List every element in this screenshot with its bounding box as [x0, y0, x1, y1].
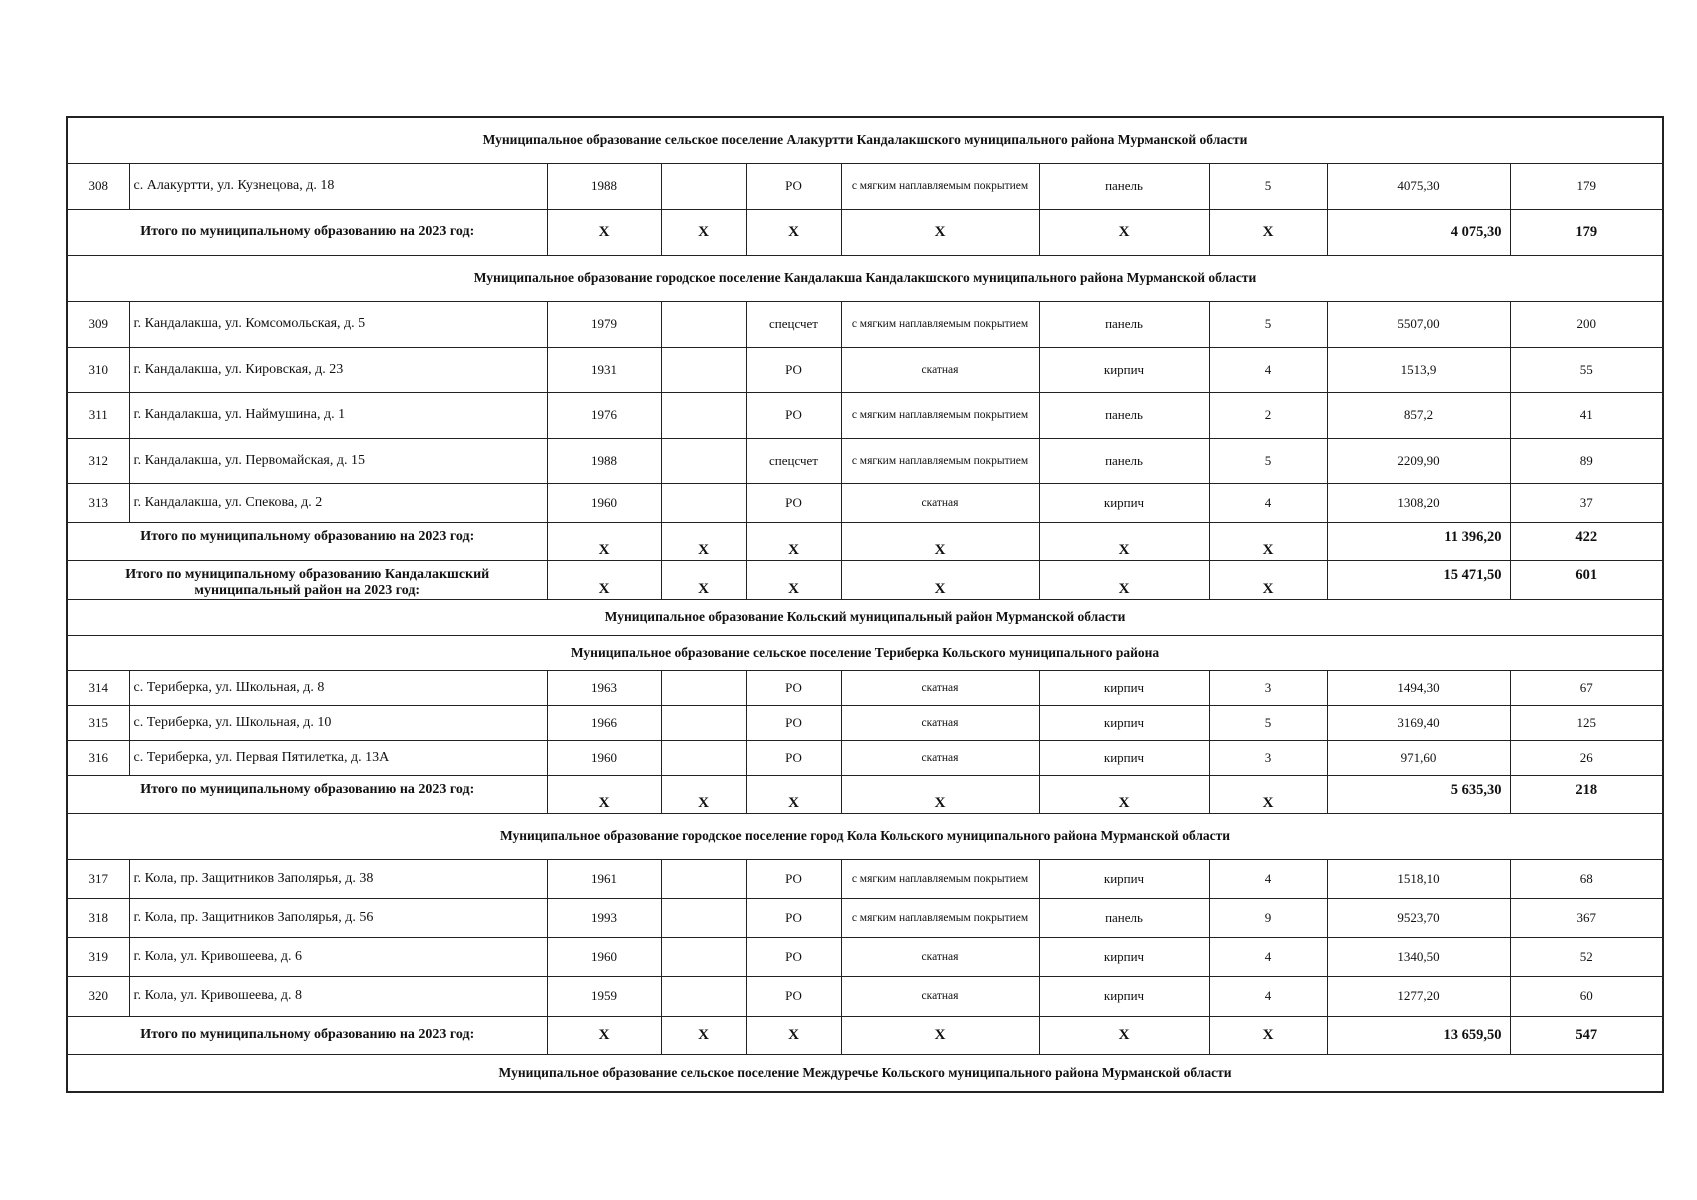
x-mark-cell: X — [1209, 209, 1327, 255]
empty-cell — [661, 163, 746, 209]
x-mark-cell: X — [1209, 775, 1327, 813]
total-label: Итого по муниципальному образованию на 2023 год: — [67, 775, 547, 813]
roof-type-cell: с мягким наплавляемым покрытием — [841, 438, 1039, 483]
account-type-cell: спецсчет — [746, 301, 841, 347]
section-title: Муниципальное образование сельское поселение Териберка Кольского муниципального района — [67, 635, 1663, 670]
row-number-cell: 316 — [67, 740, 129, 775]
year-cell: 1966 — [547, 705, 661, 740]
x-mark-cell: X — [661, 209, 746, 255]
row-number-cell: 308 — [67, 163, 129, 209]
table-row — [67, 937, 1663, 976]
x-mark-cell: X — [547, 1016, 661, 1054]
total-residents-cell: 601 — [1510, 560, 1663, 599]
residents-cell: 125 — [1510, 705, 1663, 740]
x-mark-cell: X — [547, 560, 661, 599]
address-cell: г. Кола, пр. Защитников Заполярья, д. 56 — [129, 898, 547, 937]
residents-cell: 41 — [1510, 392, 1663, 438]
table-row — [67, 347, 1663, 392]
row-number-cell: 315 — [67, 705, 129, 740]
x-mark-cell: X — [1039, 522, 1209, 560]
x-mark-cell: X — [1039, 560, 1209, 599]
year-cell: 1963 — [547, 670, 661, 705]
wall-material-cell: панель — [1039, 898, 1209, 937]
table-row — [67, 392, 1663, 438]
x-mark-cell: X — [547, 522, 661, 560]
account-type-cell: РО — [746, 392, 841, 438]
floors-cell: 4 — [1209, 976, 1327, 1016]
year-cell: 1961 — [547, 859, 661, 898]
account-type-cell: РО — [746, 347, 841, 392]
floors-cell: 5 — [1209, 438, 1327, 483]
year-cell: 1988 — [547, 163, 661, 209]
x-mark-cell: X — [746, 209, 841, 255]
x-mark-cell: X — [661, 1016, 746, 1054]
row-number-cell: 317 — [67, 859, 129, 898]
table-row — [67, 438, 1663, 483]
x-mark-cell: X — [1209, 1016, 1327, 1054]
empty-cell — [661, 670, 746, 705]
roof-type-cell: с мягким наплавляемым покрытием — [841, 163, 1039, 209]
total-residents-cell: 422 — [1510, 522, 1663, 560]
roof-type-cell: скатная — [841, 705, 1039, 740]
year-cell: 1959 — [547, 976, 661, 1016]
table-row — [67, 301, 1663, 347]
floors-cell: 4 — [1209, 937, 1327, 976]
year-cell: 1979 — [547, 301, 661, 347]
wall-material-cell: кирпич — [1039, 347, 1209, 392]
empty-cell — [661, 740, 746, 775]
x-mark-cell: X — [1209, 522, 1327, 560]
total-area-cell: 5 635,30 — [1327, 775, 1510, 813]
table-row — [67, 705, 1663, 740]
floors-cell: 2 — [1209, 392, 1327, 438]
floors-cell: 3 — [1209, 740, 1327, 775]
address-cell: г. Кола, пр. Защитников Заполярья, д. 38 — [129, 859, 547, 898]
empty-cell — [661, 392, 746, 438]
section-header-row — [67, 635, 1663, 670]
table-row — [67, 859, 1663, 898]
x-mark-cell: X — [841, 775, 1039, 813]
wall-material-cell: кирпич — [1039, 483, 1209, 522]
row-number-cell: 318 — [67, 898, 129, 937]
total-residents-cell: 547 — [1510, 1016, 1663, 1054]
wall-material-cell: панель — [1039, 392, 1209, 438]
address-cell: г. Кандалакша, ул. Наймушина, д. 1 — [129, 392, 547, 438]
account-type-cell: спецсчет — [746, 438, 841, 483]
year-cell: 1976 — [547, 392, 661, 438]
account-type-cell: РО — [746, 740, 841, 775]
address-cell: г. Кола, ул. Кривошеева, д. 6 — [129, 937, 547, 976]
account-type-cell: РО — [746, 937, 841, 976]
section-header-row — [67, 1054, 1663, 1092]
year-cell: 1988 — [547, 438, 661, 483]
total-label: Итого по муниципальному образованию на 2023 год: — [67, 522, 547, 560]
roof-type-cell: скатная — [841, 740, 1039, 775]
address-cell: с. Териберка, ул. Школьная, д. 10 — [129, 705, 547, 740]
total-row — [67, 775, 1663, 813]
wall-material-cell: кирпич — [1039, 670, 1209, 705]
section-title: Муниципальное образование сельское поселение Междуречье Кольского муниципального района Мурманской области — [67, 1054, 1663, 1092]
roof-type-cell: скатная — [841, 483, 1039, 522]
account-type-cell: РО — [746, 670, 841, 705]
total-area-cell: 4 075,30 — [1327, 209, 1510, 255]
row-number-cell: 320 — [67, 976, 129, 1016]
housing-program-table — [66, 116, 1664, 1093]
x-mark-cell: X — [1039, 1016, 1209, 1054]
table-row — [67, 898, 1663, 937]
table-row — [67, 670, 1663, 705]
x-mark-cell: X — [841, 560, 1039, 599]
x-mark-cell: X — [1039, 209, 1209, 255]
address-cell: с. Алакуртти, ул. Кузнецова, д. 18 — [129, 163, 547, 209]
year-cell: 1960 — [547, 740, 661, 775]
roof-type-cell: с мягким наплавляемым покрытием — [841, 859, 1039, 898]
total-label: Итого по муниципальному образованию на 2023 год: — [67, 1016, 547, 1054]
floors-cell: 3 — [1209, 670, 1327, 705]
account-type-cell: РО — [746, 976, 841, 1016]
roof-type-cell: с мягким наплавляемым покрытием — [841, 898, 1039, 937]
area-cell: 1308,20 — [1327, 483, 1510, 522]
total-residents-cell: 179 — [1510, 209, 1663, 255]
x-mark-cell: X — [661, 522, 746, 560]
residents-cell: 68 — [1510, 859, 1663, 898]
x-mark-cell: X — [746, 1016, 841, 1054]
section-header-row — [67, 599, 1663, 635]
housing-program-table-page — [66, 116, 1662, 1093]
floors-cell: 5 — [1209, 301, 1327, 347]
address-cell: г. Кандалакша, ул. Кировская, д. 23 — [129, 347, 547, 392]
area-cell: 1277,20 — [1327, 976, 1510, 1016]
roof-type-cell: скатная — [841, 976, 1039, 1016]
total-row — [67, 1016, 1663, 1054]
x-mark-cell: X — [661, 775, 746, 813]
total-label: Итого по муниципальному образованию на 2023 год: — [67, 209, 547, 255]
wall-material-cell: кирпич — [1039, 937, 1209, 976]
roof-type-cell: с мягким наплавляемым покрытием — [841, 392, 1039, 438]
empty-cell — [661, 301, 746, 347]
x-mark-cell: X — [661, 560, 746, 599]
wall-material-cell: панель — [1039, 163, 1209, 209]
area-cell: 1340,50 — [1327, 937, 1510, 976]
row-number-cell: 309 — [67, 301, 129, 347]
residents-cell: 200 — [1510, 301, 1663, 347]
area-cell: 971,60 — [1327, 740, 1510, 775]
empty-cell — [661, 976, 746, 1016]
area-cell: 5507,00 — [1327, 301, 1510, 347]
row-number-cell: 319 — [67, 937, 129, 976]
area-cell: 1494,30 — [1327, 670, 1510, 705]
row-number-cell: 313 — [67, 483, 129, 522]
residents-cell: 37 — [1510, 483, 1663, 522]
wall-material-cell: кирпич — [1039, 740, 1209, 775]
wall-material-cell: кирпич — [1039, 705, 1209, 740]
x-mark-cell: X — [1039, 775, 1209, 813]
wall-material-cell: панель — [1039, 438, 1209, 483]
table-row — [67, 976, 1663, 1016]
year-cell: 1993 — [547, 898, 661, 937]
empty-cell — [661, 937, 746, 976]
floors-cell: 4 — [1209, 483, 1327, 522]
total-area-cell: 15 471,50 — [1327, 560, 1510, 599]
residents-cell: 52 — [1510, 937, 1663, 976]
x-mark-cell: X — [746, 560, 841, 599]
year-cell: 1960 — [547, 937, 661, 976]
x-mark-cell: X — [746, 522, 841, 560]
residents-cell: 60 — [1510, 976, 1663, 1016]
area-cell: 4075,30 — [1327, 163, 1510, 209]
residents-cell: 26 — [1510, 740, 1663, 775]
roof-type-cell: скатная — [841, 670, 1039, 705]
table-body — [67, 117, 1663, 1092]
section-header-row — [67, 255, 1663, 301]
address-cell: г. Кола, ул. Кривошеева, д. 8 — [129, 976, 547, 1016]
area-cell: 2209,90 — [1327, 438, 1510, 483]
row-number-cell: 311 — [67, 392, 129, 438]
residents-cell: 367 — [1510, 898, 1663, 937]
residents-cell: 55 — [1510, 347, 1663, 392]
roof-type-cell: скатная — [841, 937, 1039, 976]
section-title: Муниципальное образование Кольский муниципальный район Мурманской области — [67, 599, 1663, 635]
x-mark-cell: X — [1209, 560, 1327, 599]
floors-cell: 4 — [1209, 859, 1327, 898]
account-type-cell: РО — [746, 898, 841, 937]
x-mark-cell: X — [841, 209, 1039, 255]
section-title: Муниципальное образование сельское поселение Алакуртти Кандалакшского муниципального района Мурманской области — [67, 117, 1663, 163]
empty-cell — [661, 859, 746, 898]
row-number-cell: 312 — [67, 438, 129, 483]
year-cell: 1960 — [547, 483, 661, 522]
area-cell: 857,2 — [1327, 392, 1510, 438]
empty-cell — [661, 483, 746, 522]
empty-cell — [661, 705, 746, 740]
year-cell: 1931 — [547, 347, 661, 392]
total-row — [67, 560, 1663, 599]
address-cell: г. Кандалакша, ул. Первомайская, д. 15 — [129, 438, 547, 483]
wall-material-cell: панель — [1039, 301, 1209, 347]
total-row — [67, 209, 1663, 255]
x-mark-cell: X — [746, 775, 841, 813]
row-number-cell: 314 — [67, 670, 129, 705]
table-row — [67, 163, 1663, 209]
residents-cell: 179 — [1510, 163, 1663, 209]
address-cell: с. Териберка, ул. Школьная, д. 8 — [129, 670, 547, 705]
section-header-row — [67, 117, 1663, 163]
empty-cell — [661, 347, 746, 392]
empty-cell — [661, 898, 746, 937]
section-title: Муниципальное образование городское поселение город Кола Кольского муниципального района Мурманской области — [67, 813, 1663, 859]
x-mark-cell: X — [841, 1016, 1039, 1054]
wall-material-cell: кирпич — [1039, 859, 1209, 898]
x-mark-cell: X — [547, 775, 661, 813]
empty-cell — [661, 438, 746, 483]
address-cell: г. Кандалакша, ул. Спекова, д. 2 — [129, 483, 547, 522]
floors-cell: 4 — [1209, 347, 1327, 392]
roof-type-cell: с мягким наплавляемым покрытием — [841, 301, 1039, 347]
table-row — [67, 483, 1663, 522]
area-cell: 3169,40 — [1327, 705, 1510, 740]
residents-cell: 89 — [1510, 438, 1663, 483]
table-row — [67, 740, 1663, 775]
account-type-cell: РО — [746, 859, 841, 898]
roof-type-cell: скатная — [841, 347, 1039, 392]
section-header-row — [67, 813, 1663, 859]
account-type-cell: РО — [746, 705, 841, 740]
total-area-cell: 11 396,20 — [1327, 522, 1510, 560]
total-residents-cell: 218 — [1510, 775, 1663, 813]
total-row — [67, 522, 1663, 560]
floors-cell: 5 — [1209, 163, 1327, 209]
area-cell: 1518,10 — [1327, 859, 1510, 898]
x-mark-cell: X — [841, 522, 1039, 560]
floors-cell: 9 — [1209, 898, 1327, 937]
row-number-cell: 310 — [67, 347, 129, 392]
account-type-cell: РО — [746, 483, 841, 522]
address-cell: г. Кандалакша, ул. Комсомольская, д. 5 — [129, 301, 547, 347]
total-label: Итого по муниципальному образованию Кандалакшский муниципальный район на 2023 год: — [67, 560, 547, 599]
floors-cell: 5 — [1209, 705, 1327, 740]
area-cell: 1513,9 — [1327, 347, 1510, 392]
total-area-cell: 13 659,50 — [1327, 1016, 1510, 1054]
account-type-cell: РО — [746, 163, 841, 209]
residents-cell: 67 — [1510, 670, 1663, 705]
section-title: Муниципальное образование городское поселение Кандалакша Кандалакшского муниципального района Мурманской области — [67, 255, 1663, 301]
address-cell: с. Териберка, ул. Первая Пятилетка, д. 13А — [129, 740, 547, 775]
x-mark-cell: X — [547, 209, 661, 255]
area-cell: 9523,70 — [1327, 898, 1510, 937]
wall-material-cell: кирпич — [1039, 976, 1209, 1016]
